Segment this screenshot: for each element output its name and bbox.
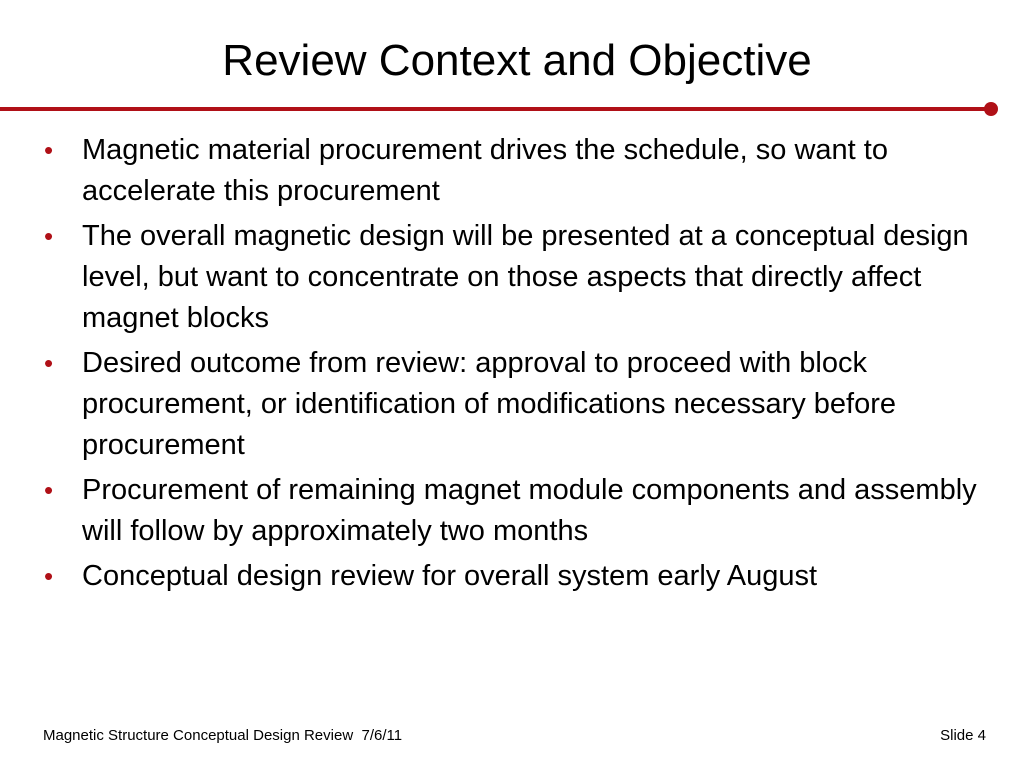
bullet-marker-icon: • (44, 348, 54, 378)
bullet-marker-icon: • (44, 135, 54, 165)
bullet-item (40, 470, 1000, 552)
bullet-text: Conceptual design review for overall system early August (82, 560, 818, 592)
footer-presentation-title: Magnetic Structure Conceptual Design Review 7/6/11 (43, 727, 403, 744)
slide-title: Review Context and Objective (222, 36, 812, 85)
bullet-list (40, 130, 1000, 601)
bullet-item (40, 343, 1000, 466)
bullet-text: Desired outcome from review: approval to proceed with block procurement, or identification of modifications necessary before procurement (82, 347, 897, 461)
bullet-item (40, 556, 1000, 597)
title-divider (0, 107, 988, 111)
bullet-text: The overall magnetic design will be presented at a conceptual design level, but want to concentrate on those aspects that directly affect magnet blocks (82, 220, 969, 334)
bullet-marker-icon: • (44, 561, 54, 591)
bullet-marker-icon: • (44, 221, 54, 251)
bullet-item (40, 130, 1000, 212)
bullet-item (40, 216, 1000, 339)
bullet-text: Magnetic material procurement drives the schedule, so want to accelerate this procurement (82, 134, 888, 207)
divider-end-dot (984, 102, 998, 116)
footer-slide-number: Slide 4 (940, 727, 986, 744)
bullet-text: Procurement of remaining magnet module components and assembly will follow by approximately two months (82, 474, 977, 547)
bullet-marker-icon: • (44, 475, 54, 505)
